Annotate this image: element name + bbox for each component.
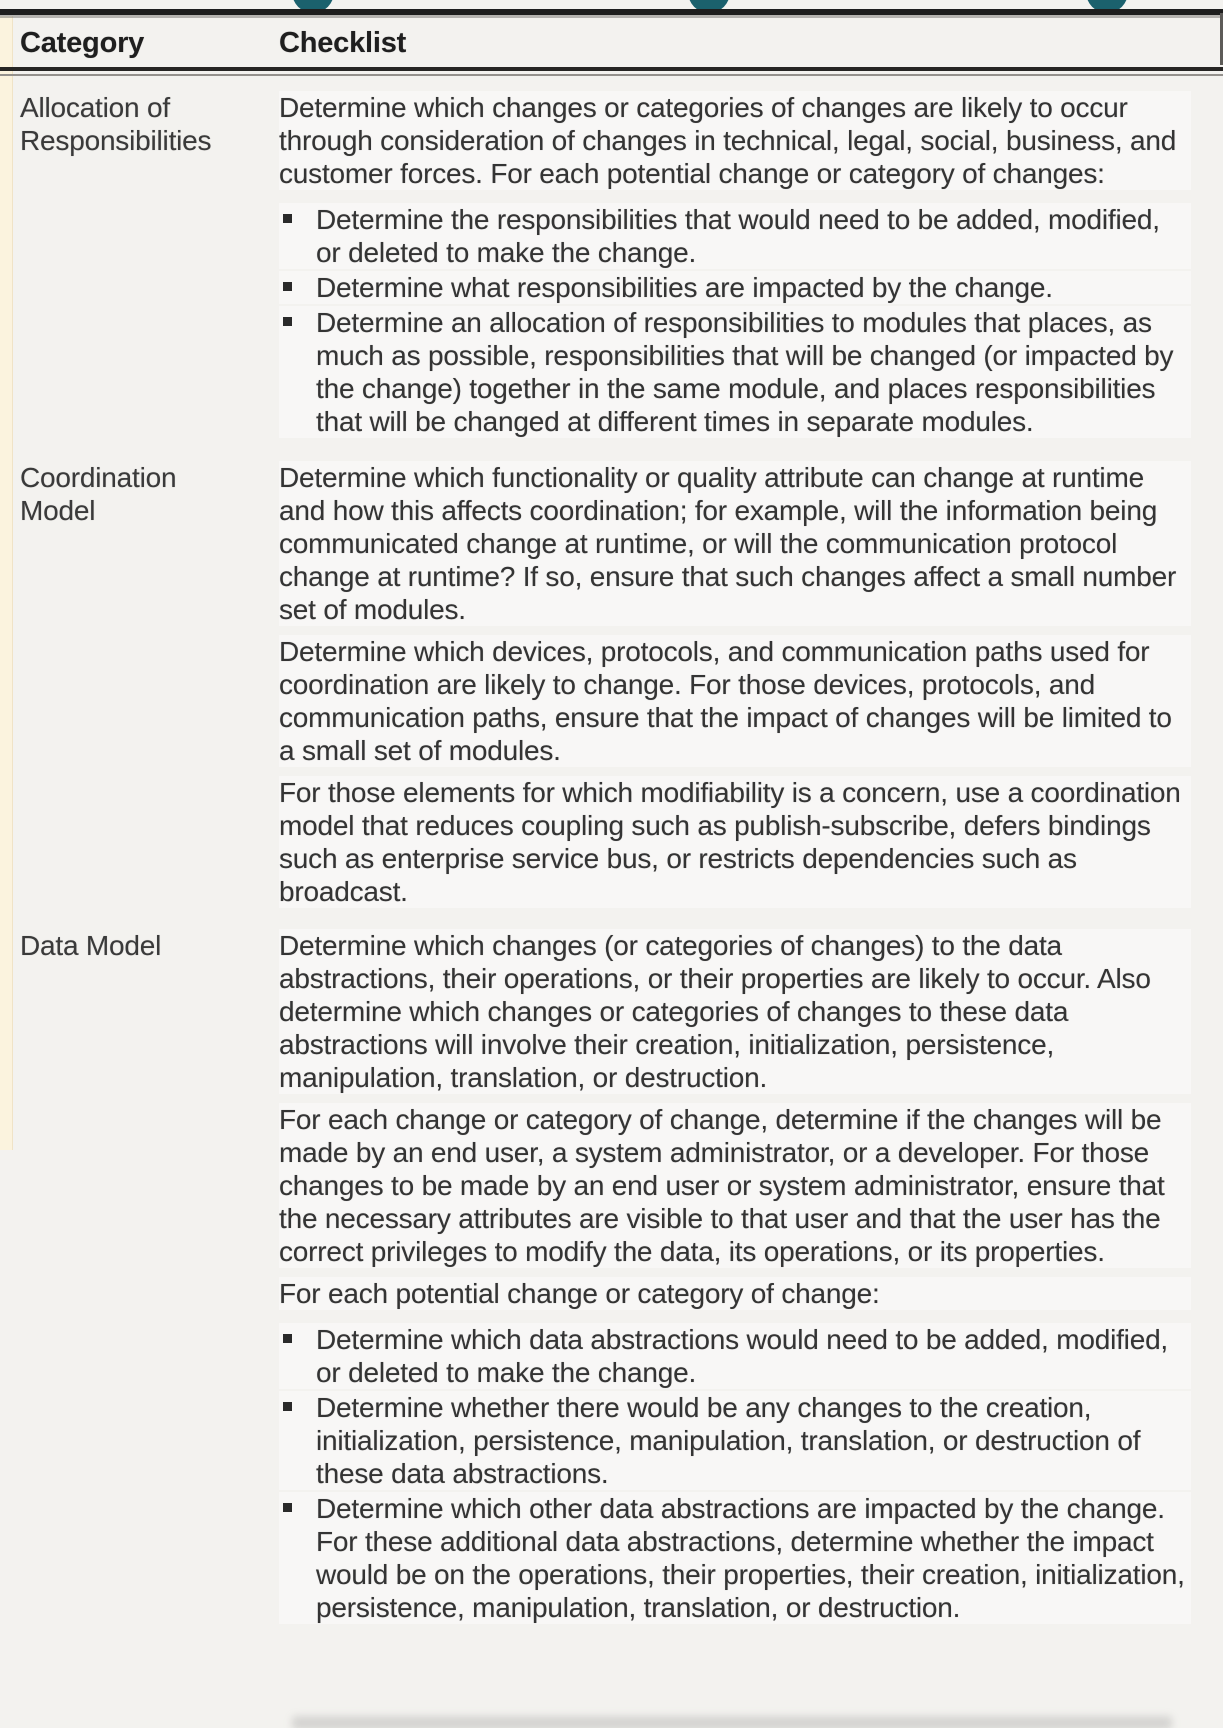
checklist-paragraph: For those elements for which modifiability is a concern, use a coordination model that reduces coupling such as publish-subscribe, defers bindings such as enterprise service bus, or restricts dependencies such as broadcast. [279,776,1191,908]
bullet-text: Determine what responsibilities are impacted by the change. [316,272,1053,303]
bullet-text: Determine which data abstractions would need to be added, modified, or deleted to make the change. [316,1324,1169,1388]
checklist-cell [262,929,1223,1626]
column-header-category: Category [20,27,145,59]
bullet-text: Determine an allocation of responsibilities to modules that places, as much as possible, responsibilities that will be changed (or impacted by the change) together in the same module, and places responsibilities that will be changed at different times in separate modules. [316,307,1174,437]
bullet-list [279,203,1191,438]
checklist-paragraph: Determine which changes (or categories of changes) to the data abstractions, their operations, or their properties are likely to occur. Also determine which changes or categories of changes to these data abstractions will involve their creation, initialization, persistence, manipulation, translation, or destruction. [279,929,1191,1094]
table-row [0,929,1223,1626]
checklist-cell [262,461,1223,908]
bullet-square-icon [283,1503,292,1512]
checklist-lead-in: For each potential change or category of change: [279,1277,1191,1310]
table-row [0,91,1223,440]
table-body [0,71,1223,1626]
bullet-item [279,1323,1191,1389]
checklist-cell [262,91,1223,440]
bullet-item [279,1391,1191,1490]
checklist-paragraph: Determine which devices, protocols, and communication paths used for coordination are likely to change. For those devices, protocols, and communication paths, ensure that the impact of changes will be limited to a small set of modules. [279,635,1191,767]
category-cell: Data Model [20,930,162,961]
checklist-paragraph: Determine which functionality or quality attribute can change at runtime and how this affects coordination; for example, will the information being communicated change at runtime, or will the communication protocol change at runtime? If so, ensure that such changes affect a small number set of modules. [279,461,1191,626]
category-cell: Coordination Model [20,462,177,526]
bullet-item [279,306,1191,438]
checklist-paragraph: For each change or category of change, determine if the changes will be made by an end user, a system administrator, or a developer. For those changes to be made by an end user or system administrator, ensure that the necessary attributes are visible to that user and that the user has the correct privileges to modify the data, its operations, or its properties. [279,1103,1191,1268]
cutoff-next-line-ghost [292,1716,1172,1728]
bullet-square-icon [283,317,292,326]
category-cell: Allocation of Responsibilities [20,92,212,156]
checklist-paragraph: Determine which changes or categories of changes are likely to occur through consideration of changes in technical, legal, social, business, and customer forces. For each potential change or category of changes: [279,91,1191,190]
bullet-text: Determine which other data abstractions are impacted by the change. For these additional data abstractions, determine whether the impact would be on the operations, their properties, their creation, initialization, persistence, manipulation, translation, or destruction. [316,1493,1185,1623]
bullet-square-icon [283,282,292,291]
table-header-row [0,15,1223,71]
bullet-text: Determine the responsibilities that would need to be added, modified, or deleted to make the change. [316,204,1160,268]
bullet-item [279,1492,1191,1624]
bullet-text: Determine whether there would be any changes to the creation, initialization, persistence, manipulation, translation, or destruction of these data abstractions. [316,1392,1141,1489]
bullet-item [279,271,1191,304]
bullet-square-icon [283,214,292,223]
table-row [0,461,1223,908]
column-header-checklist: Checklist [279,27,407,59]
bullet-list [279,1323,1191,1624]
bullet-square-icon [283,1402,292,1411]
bullet-item [279,203,1191,269]
bullet-square-icon [283,1334,292,1343]
